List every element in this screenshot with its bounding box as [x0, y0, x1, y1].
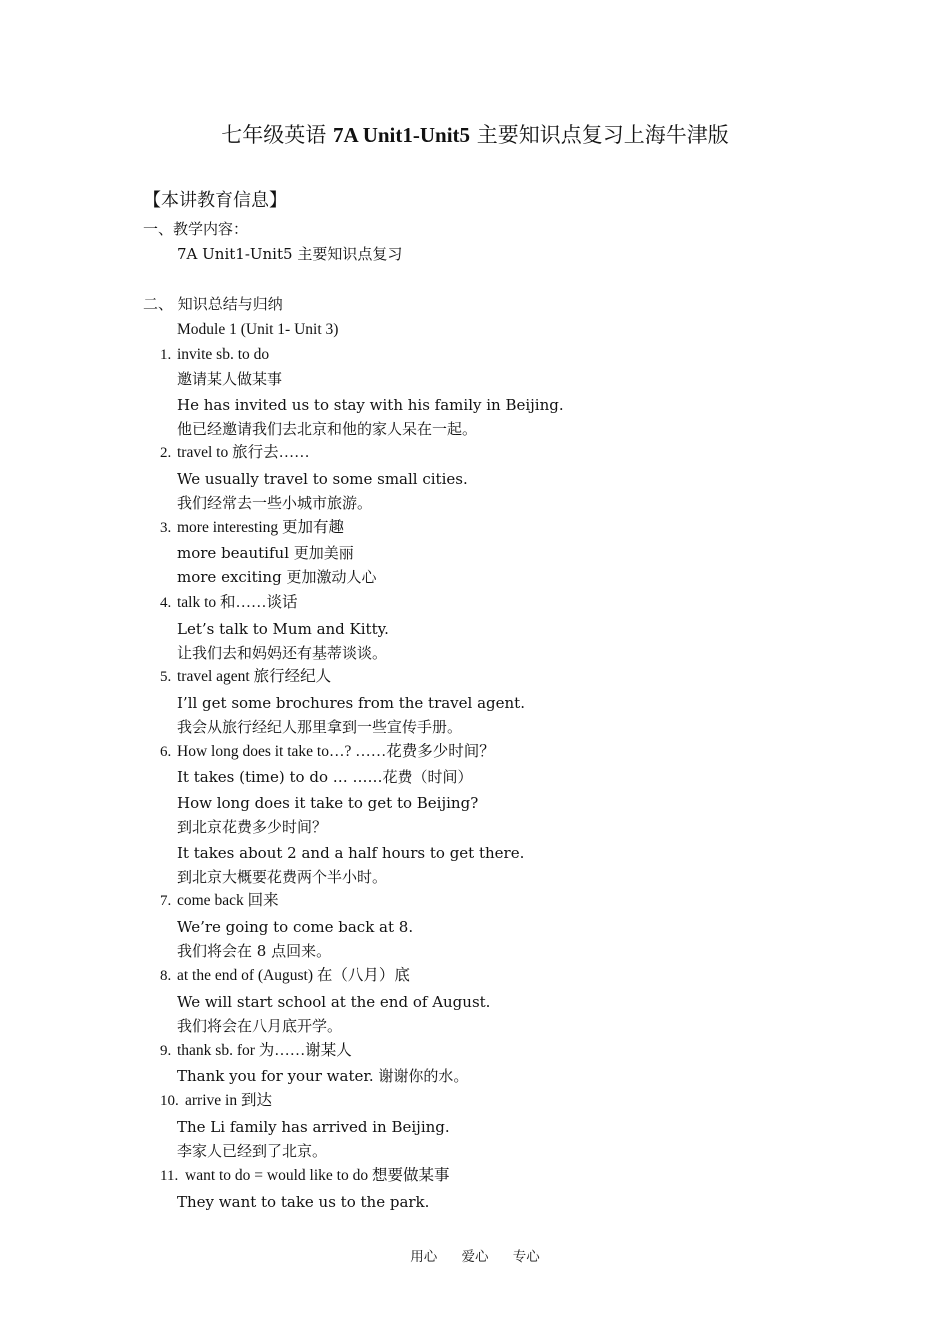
item-head: thank sb. for 为……谢某人 — [177, 1042, 352, 1059]
item-number: 7. — [160, 893, 172, 909]
item-line: The Li family has arrived in Beijing. — [177, 1118, 450, 1136]
item-head: more interesting 更加有趣 — [177, 519, 345, 536]
item-head: at the end of (August) 在（八月）底 — [177, 967, 410, 984]
item-head: arrive in 到达 — [185, 1092, 272, 1109]
item-number: 1. — [160, 347, 172, 363]
title-prefix: 七年级英语 — [221, 123, 327, 147]
item-number: 5. — [160, 669, 172, 685]
item-number: 10. — [160, 1093, 179, 1109]
title-bold: 7A Unit1-Unit5 — [332, 123, 471, 147]
info-header: 【本讲教育信息】 — [143, 190, 287, 211]
item-number: 9. — [160, 1043, 172, 1059]
item-line: 让我们去和妈妈还有基蒂谈谈。 — [177, 644, 388, 662]
item-head: talk to 和……谈话 — [177, 594, 298, 611]
title-suffix: 主要知识点复习上海牛津版 — [476, 123, 729, 147]
item-line: 我们将会在 8 点回来。 — [177, 942, 332, 960]
document-title — [0, 120, 950, 150]
item-head: travel to 旅行去…… — [177, 444, 310, 461]
item-line: more beautiful 更加美丽 — [177, 544, 354, 562]
item-head: invite sb. to do — [177, 346, 270, 363]
item-line: 他已经邀请我们去北京和他的家人呆在一起。 — [177, 420, 478, 438]
item-line: 邀请某人做某事 — [177, 370, 283, 388]
section1-label: 一、教学内容： — [143, 220, 249, 238]
item-line: 我们经常去一些小城市旅游。 — [177, 494, 373, 512]
item-line: Let’s talk to Mum and Kitty. — [177, 620, 389, 638]
item-number: 8. — [160, 968, 172, 984]
item-line: It takes (time) to do … ……花费（时间） — [177, 768, 473, 786]
section1-content: 7A Unit1-Unit5 主要知识点复习 — [177, 245, 403, 263]
item-line: I’ll get some brochures from the travel agent. — [177, 694, 525, 712]
item-line: We usually travel to some small cities. — [177, 470, 468, 488]
item-number: 4. — [160, 595, 172, 611]
item-line: 我们将会在八月底开学。 — [177, 1017, 343, 1035]
item-head: want to do = would like to do 想要做某事 — [185, 1167, 450, 1184]
item-line: We’re going to come back at 8. — [177, 918, 414, 936]
item-line: It takes about 2 and a half hours to get there. — [177, 844, 525, 862]
item-head: travel agent 旅行经纪人 — [177, 668, 332, 685]
footer-word: 专心 — [512, 1249, 540, 1265]
item-line: 李家人已经到了北京。 — [177, 1142, 328, 1160]
item-head: How long does it take to…? ……花费多少时间？ — [177, 743, 495, 760]
footer-word: 爱心 — [461, 1249, 489, 1265]
item-number: 3. — [160, 520, 172, 536]
item-number: 6. — [160, 744, 172, 760]
footer-word: 用心 — [410, 1249, 438, 1265]
page-footer — [0, 1247, 950, 1267]
item-line: They want to take us to the park. — [177, 1193, 430, 1211]
module-heading: Module 1 (Unit 1- Unit 3) — [177, 321, 339, 338]
item-line: We will start school at the end of August. — [177, 993, 491, 1011]
item-line: He has invited us to stay with his family in Beijing. — [177, 396, 564, 414]
item-number: 2. — [160, 445, 172, 461]
item-line: Thank you for your water. 谢谢你的水。 — [177, 1067, 469, 1085]
item-line: more exciting 更加激动人心 — [177, 568, 377, 586]
item-number: 11. — [160, 1168, 179, 1184]
item-line: 到北京大概要花费两个半小时。 — [177, 868, 388, 886]
item-line: 到北京花费多少时间？ — [177, 818, 328, 836]
section2-label: 二、 知识总结与归纳 — [143, 295, 283, 313]
item-line: How long does it take to get to Beijing? — [177, 794, 479, 812]
item-head: come back 回来 — [177, 892, 279, 909]
item-line: 我会从旅行经纪人那里拿到一些宣传手册。 — [177, 718, 463, 736]
